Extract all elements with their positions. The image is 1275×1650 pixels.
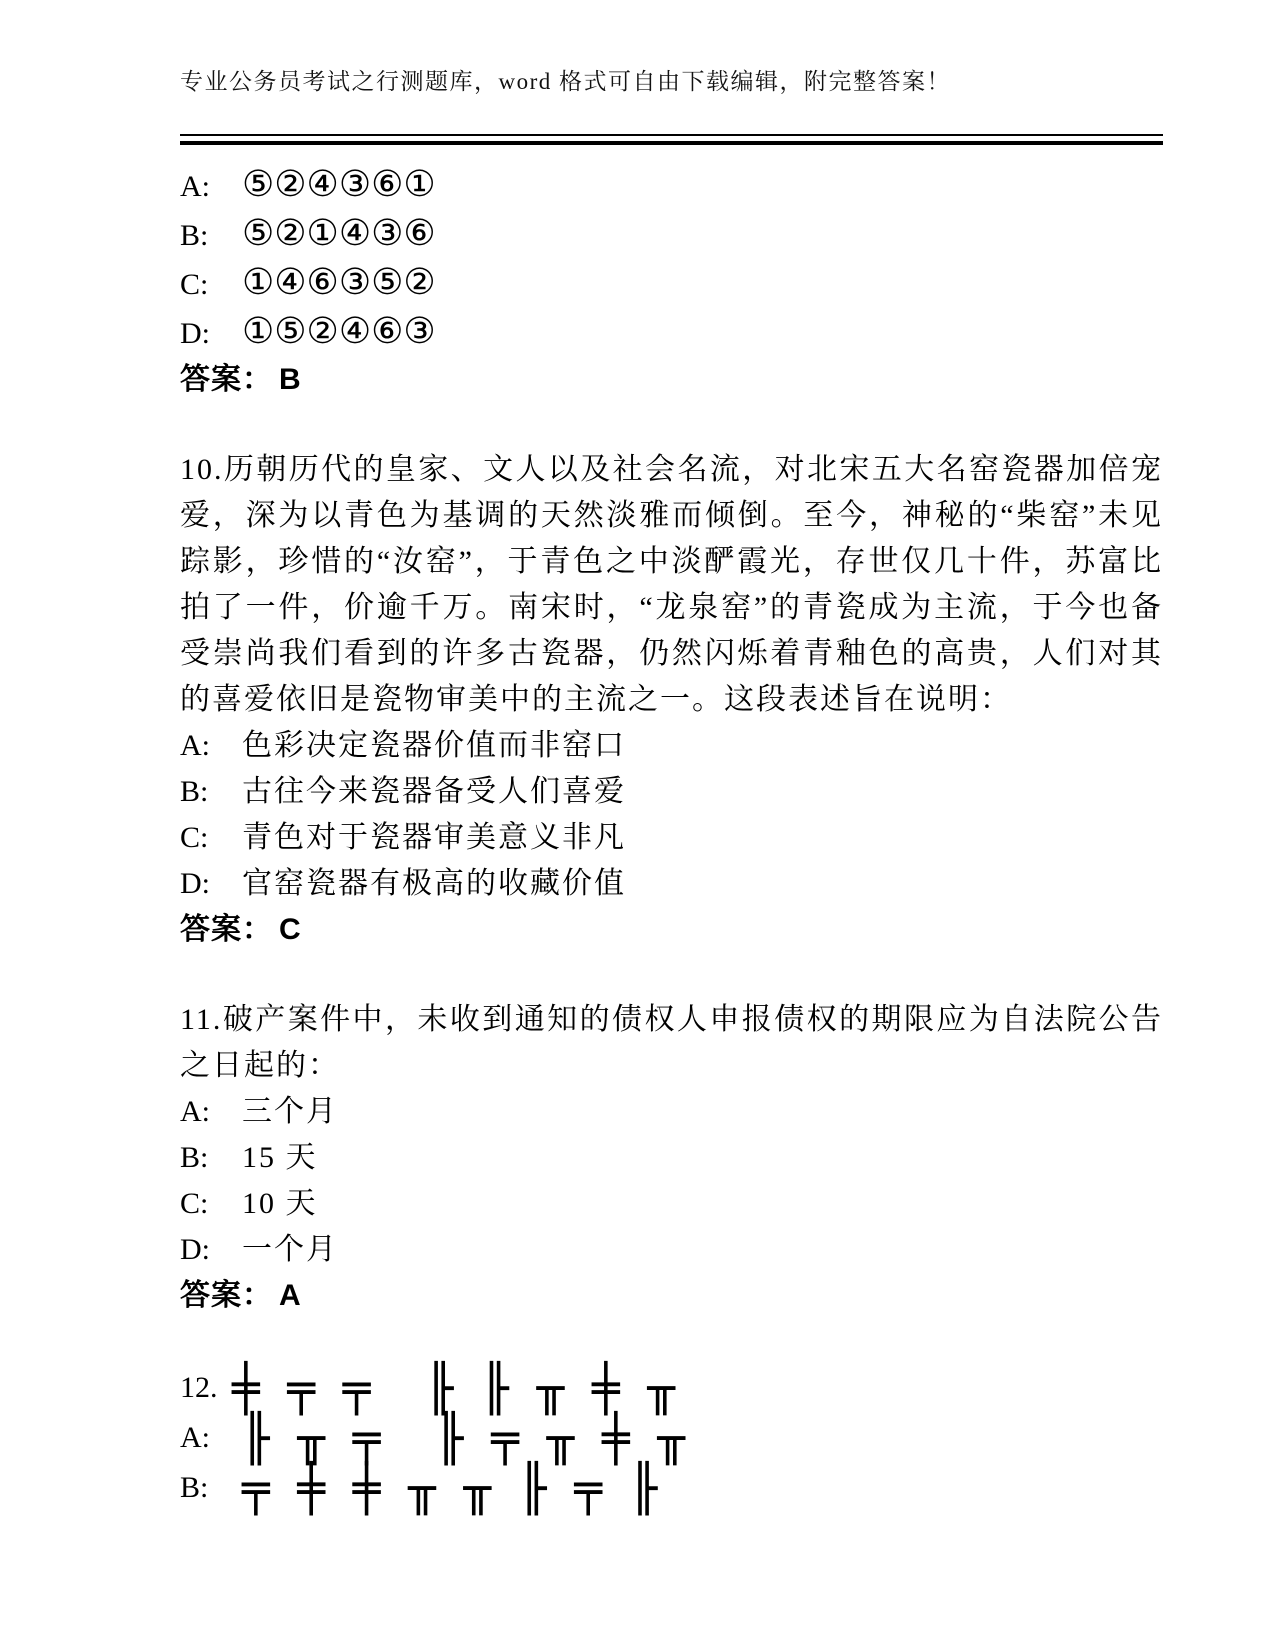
option-label: A: (180, 170, 210, 203)
question-block-10 (180, 447, 1163, 953)
option-label: C: (180, 821, 209, 854)
answer-label: 答案： (180, 363, 273, 396)
option-row (180, 1181, 1163, 1227)
option-row (180, 1089, 1163, 1135)
header-divider-rule (180, 134, 1163, 145)
option-row (180, 259, 1163, 308)
option-label: C: (180, 1187, 209, 1220)
option-label: B: (180, 1141, 209, 1174)
option-row (180, 308, 1163, 357)
answer-row (180, 907, 1163, 953)
option-text: 色彩决定瓷器价值而非窑口 (242, 729, 626, 762)
question-stem: 10.历朝历代的皇家、文人以及社会名流，对北宋五大名窑瓷器加倍宠爱，深为以青色为基调的天然淡雅而倾倒。至今，神秘的“柴窑”未见踪影，珍惜的“汝窑”，于青色之中淡酽霞光，存世仅几十件，苏富比拍了一件，价逾千万。南宋时，“龙泉窑”的青瓷成为主流，于今也备受崇尚我们看到的许多古瓷器，仍然闪烁着青釉色的高贵，人们对其的喜爱依旧是瓷物审美中的主流之一。这段表述旨在说明： (180, 453, 1163, 716)
answer-value: C (279, 913, 302, 946)
option-row (180, 210, 1163, 259)
figure-sequence: ╪ ╤ ╤ ╟ ╟ ╥ ╪ ╥ (232, 1361, 676, 1415)
option-label: D: (180, 317, 210, 350)
option-label: D: (180, 867, 210, 900)
figure-sequence: ╟ ╥ ╤ ╟ ╤ ╥ ╪ ╥ (242, 1411, 686, 1465)
answer-row (180, 357, 1163, 403)
question-stem-symbols (180, 1363, 1163, 1413)
answer-label: 答案： (180, 1279, 273, 1312)
question-block-11 (180, 997, 1163, 1319)
answer-value: B (279, 363, 302, 396)
figure-sequence: ╤ ╪ ╪ ╥ ╥ ╟ ╤ ╟ (242, 1461, 658, 1515)
option-text: ⑤②④③⑥① (242, 164, 436, 204)
option-text: ⑤②①④③⑥ (242, 213, 436, 253)
option-text: 官窑瓷器有极高的收藏价值 (242, 867, 626, 900)
option-label: A: (180, 1095, 210, 1128)
answer-label: 答案： (180, 913, 273, 946)
option-label: B: (180, 775, 209, 808)
option-row (180, 1135, 1163, 1181)
option-row (180, 1227, 1163, 1273)
option-row (180, 861, 1163, 907)
question-stem: 11.破产案件中，未收到通知的债权人申报债权的期限应为自法院公告之日起的： (180, 1003, 1163, 1082)
option-text: 15 天 (242, 1141, 318, 1174)
option-row (180, 1413, 1163, 1463)
option-text: 10 天 (242, 1187, 318, 1220)
question-block-12 (180, 1363, 1163, 1513)
option-row (180, 1463, 1163, 1513)
option-text: 青色对于瓷器审美意义非凡 (242, 821, 626, 854)
option-row (180, 723, 1163, 769)
option-label: B: (180, 1471, 209, 1504)
option-label: B: (180, 219, 209, 252)
page-header-title: 专业公务员考试之行测题库，word 格式可自由下载编辑，附完整答案！ (180, 69, 952, 94)
option-row (180, 769, 1163, 815)
option-text: ①④⑥③⑤② (242, 262, 436, 302)
option-label: C: (180, 268, 209, 301)
option-text: ①⑤②④⑥③ (242, 311, 436, 351)
option-row (180, 815, 1163, 861)
option-text: 古往今来瓷器备受人们喜爱 (242, 775, 626, 808)
option-row (180, 161, 1163, 210)
answer-row (180, 1273, 1163, 1319)
option-text: 三个月 (242, 1095, 338, 1128)
answer-value: A (279, 1279, 302, 1312)
option-text: 一个月 (242, 1233, 338, 1266)
question-number: 12. (180, 1371, 218, 1404)
option-label: D: (180, 1233, 210, 1266)
question-block-carryover (180, 161, 1163, 403)
option-label: A: (180, 1421, 210, 1454)
document-content (180, 161, 1163, 1513)
option-label: A: (180, 729, 210, 762)
